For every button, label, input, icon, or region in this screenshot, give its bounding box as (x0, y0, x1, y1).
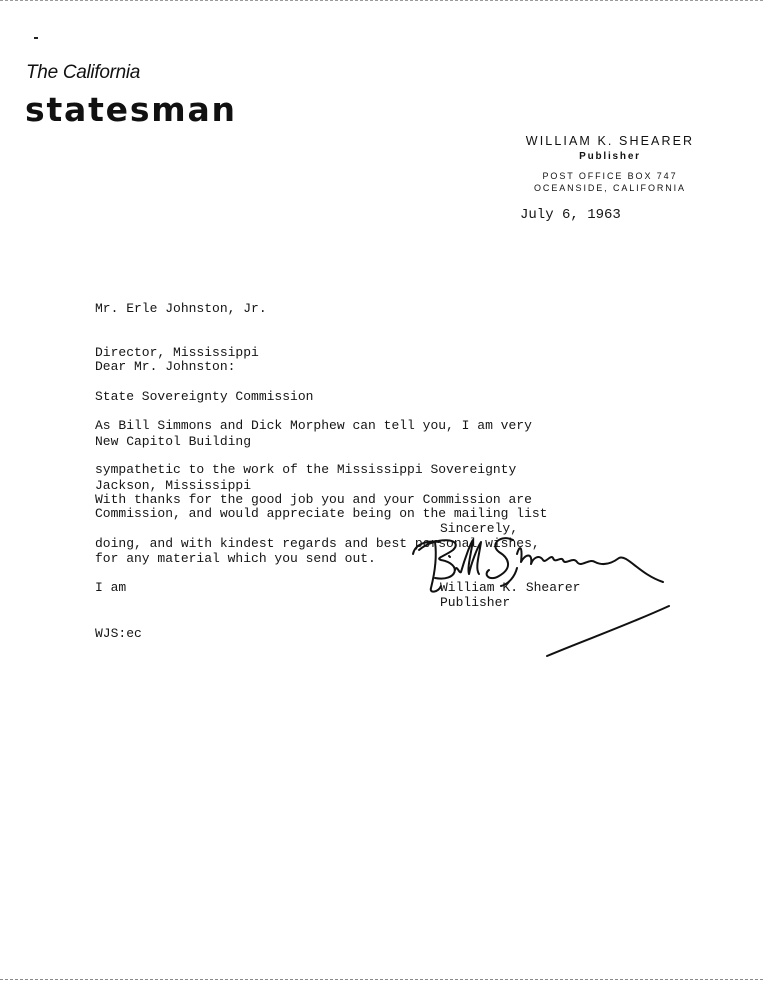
publisher-block (510, 133, 710, 194)
paragraph-line: I am (95, 580, 127, 596)
postal-city: OCEANSIDE, CALIFORNIA (534, 183, 686, 193)
address-line: State Sovereignty Commission (95, 389, 314, 405)
address-line: New Capitol Building (95, 433, 252, 449)
paragraph-line: With thanks for the good job you and your Commission are (95, 491, 532, 507)
scan-speck (34, 37, 38, 39)
typist-initials: WJS:ec (95, 626, 142, 641)
signer-title: Publisher (440, 595, 511, 610)
address-line: Jackson, Mississippi (95, 478, 252, 494)
paragraph-line: for any material which you send out. (95, 550, 376, 566)
postal-address (510, 170, 710, 194)
paragraph-line: Commission, and would appreciate being on the mailing list (95, 506, 548, 522)
masthead-prefix: The California (26, 62, 141, 83)
closing: Sincerely, (440, 521, 519, 536)
publisher-name: WILLIAM K. SHEARER (525, 134, 695, 148)
signer-name: William K. Shearer (440, 580, 581, 595)
paragraph-line: doing, and with kindest regards and best personal wishes, (95, 535, 540, 551)
salutation: Dear Mr. Johnston: (95, 359, 236, 374)
address-line: Director, Mississippi (95, 344, 259, 360)
po-box: POST OFFICE BOX 747 (542, 171, 678, 181)
letter-date: July 6, 1963 (520, 207, 621, 223)
page-top-edge (0, 0, 763, 1)
paragraph-line: As Bill Simmons and Dick Morphew can tell you, I am very (95, 417, 532, 433)
publisher-title: Publisher (579, 151, 641, 162)
address-line: Mr. Erle Johnston, Jr. (95, 300, 267, 316)
paragraph-line: sympathetic to the work of the Mississippi Sovereignty (95, 461, 517, 477)
page-bottom-edge (0, 979, 763, 980)
masthead-name: statesman (25, 90, 237, 129)
